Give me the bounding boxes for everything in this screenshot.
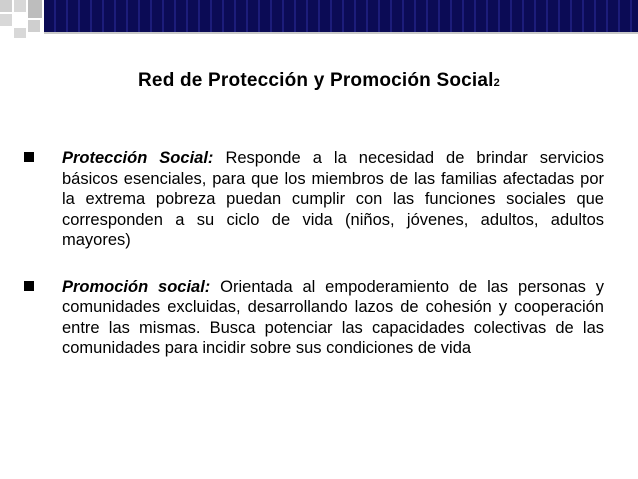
slide-title-text: Red de Protección y Promoción Social <box>138 70 494 91</box>
bullet-label: Protección Social: <box>62 149 214 167</box>
square-bullet-icon <box>24 281 34 291</box>
header-divider <box>44 32 638 34</box>
bullet-body: Responde a la necesidad de brindar servicios básicos esenciales, para que los miembros de las familias afectadas por la extrema pobreza puedan cumplir con las funciones sociales que corresponden a su ciclo de vida (niños, jóvenes, adultos, adultos mayores) <box>62 149 604 249</box>
bullet-list <box>24 148 604 359</box>
corner-decoration <box>0 0 44 40</box>
slide-title <box>0 70 638 92</box>
bullet-label: Promoción social: <box>62 277 211 296</box>
bullet-paragraph <box>62 148 604 251</box>
header-band <box>0 0 638 40</box>
bullet-item-promocion <box>24 277 604 359</box>
bullet-body: Orientada al empoderamiento de las personas y comunidades excluidas, desarrollando lazos de cohesión y cooperación entre las mismas. Busca potenciar las capacidades colectivas de las comunidades para incidir sobre sus condiciones de vida <box>62 277 605 357</box>
square-bullet-icon <box>24 152 34 162</box>
bullet-paragraph <box>62 277 604 359</box>
bullet-item-proteccion <box>24 148 604 251</box>
slide-title-suffix: 2 <box>493 77 500 89</box>
header-stripes <box>44 0 638 32</box>
